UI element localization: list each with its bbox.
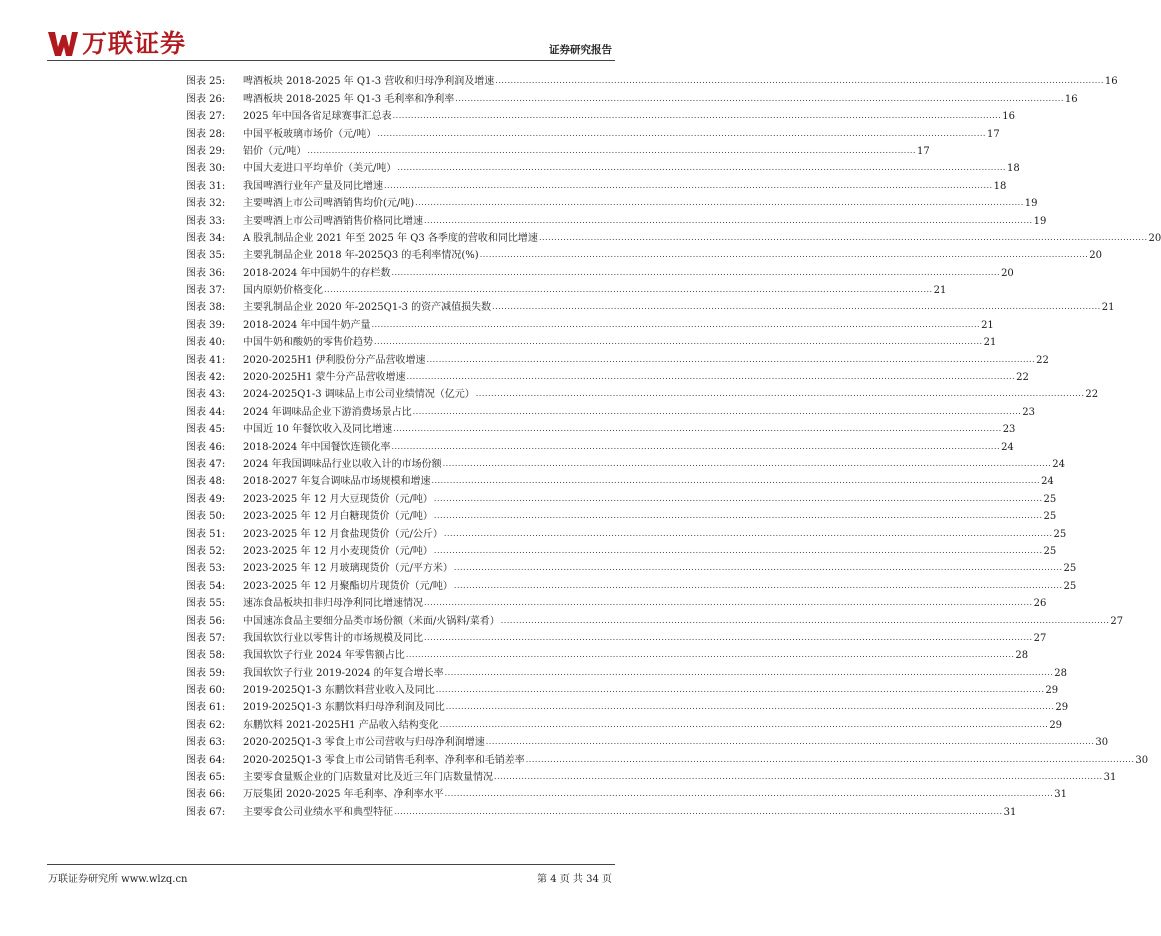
toc-entry-title: 2020-2025H1 蒙牛分产品营收增速 — [243, 372, 406, 384]
toc-entry-title: 2020-2025Q1-3 零食上市公司销售毛利率、净利率和毛销差率 — [243, 754, 525, 766]
toc-entry[interactable] — [186, 366, 1029, 384]
toc-entry[interactable] — [186, 87, 1078, 105]
toc-entry-page: 28 — [1054, 667, 1067, 679]
toc-entry[interactable] — [186, 174, 1007, 192]
toc-entry-title: 我国啤酒行业年产量及同比增速 — [243, 180, 383, 192]
toc-entry-title: 2019-2025Q1-3 东鹏饮料营业收入及同比 — [243, 685, 435, 697]
toc-entry[interactable] — [186, 627, 1047, 644]
toc-entry-page: 18 — [1006, 163, 1020, 175]
toc-entry-label: 图表 34: — [186, 232, 226, 244]
toc-dot-leader: ........................................................................................................................................................................................................ — [394, 806, 1003, 816]
toc-entry-label: 图表 47: — [186, 458, 226, 470]
toc-entry-page: 16 — [1064, 93, 1078, 105]
page-number: 第 4 页 共 34 页 — [537, 874, 612, 885]
toc-dot-leader: ........................................................................................................................................................................................................ — [500, 615, 1110, 625]
toc-dot-leader: ........................................................................................................................................................................................................ — [397, 163, 1006, 173]
toc-entry-page: 31 — [1054, 789, 1067, 801]
toc-entry-label: 图表 29: — [186, 145, 226, 157]
toc-entry[interactable] — [186, 418, 1016, 436]
toc-dot-leader: ........................................................................................................................................................................................................ — [444, 667, 1054, 677]
toc-entry-title: 2020-2025Q1-3 零食上市公司营收与归母净利润增速 — [243, 737, 485, 749]
toc-entry-label: 图表 53: — [186, 563, 226, 575]
toc-dot-leader: ........................................................................................................................................................................................................ — [445, 702, 1055, 712]
toc-entry-page: 18 — [993, 180, 1007, 192]
toc-entry[interactable] — [186, 505, 1057, 523]
toc-entry-page: 21 — [983, 337, 997, 349]
toc-entry[interactable] — [186, 592, 1047, 610]
toc-entry-page: 29 — [1049, 719, 1063, 731]
toc-dot-leader: ........................................................................................................................................................................................................ — [324, 285, 933, 295]
toc-dot-leader: ........................................................................................................................................................................................................ — [374, 337, 983, 347]
toc-entry-title: 主要零食公司业绩水平和典型特征 — [243, 806, 393, 818]
toc-dot-leader: ........................................................................................................................................................................................................ — [406, 372, 1016, 382]
toc-entry-page: 27 — [1110, 615, 1124, 627]
toc-entry-page: 25 — [1043, 493, 1057, 505]
toc-entry-label: 图表 38: — [186, 302, 226, 314]
toc-entry-page: 25 — [1043, 545, 1057, 557]
toc-entry[interactable] — [186, 557, 1077, 575]
toc-entry-page: 17 — [986, 128, 1000, 140]
toc-dot-leader: ........................................................................................................................................................................................................ — [479, 250, 1089, 260]
toc-entry-title: 东鹏饮料 2021-2025H1 产品收入结构变化 — [243, 719, 439, 731]
footer-source: 万联证券研究所 www.wlzq.cn — [48, 874, 188, 885]
toc-entry-page: 24 — [1001, 441, 1014, 453]
toc-entry-page: 19 — [1033, 215, 1047, 227]
toc-entry-label: 图表 44: — [186, 406, 226, 418]
toc-entry-title: 主要乳制品企业 2018 年-2025Q3 的毛利率情况(%) — [243, 250, 479, 262]
toc-entry[interactable] — [186, 209, 1047, 227]
toc-entry[interactable] — [186, 192, 1038, 210]
toc-entry-page: 25 — [1053, 528, 1067, 540]
toc-entry-page: 19 — [1024, 198, 1038, 210]
toc-entry-label: 图表 31: — [186, 180, 226, 192]
toc-entry-title: 主要啤酒上市公司啤酒销售均价(元/吨) — [243, 198, 415, 210]
toc-entry-page: 20 — [1148, 232, 1161, 244]
toc-entry-label: 图表 55: — [186, 598, 226, 610]
figure-list — [186, 70, 1161, 818]
toc-entry-page: 27 — [1033, 632, 1047, 644]
toc-entry-page: 24 — [1041, 476, 1054, 488]
toc-entry-title: 铝价（元/吨） — [243, 145, 307, 157]
toc-entry[interactable] — [186, 609, 1124, 627]
toc-entry-label: 图表 66: — [186, 789, 226, 801]
toc-entry-title: 2023-2025 年 12 月大豆现货价（元/吨） — [243, 493, 433, 505]
toc-entry-title: 2019-2025Q1-3 东鹏饮料归母净利润及同比 — [243, 702, 445, 714]
toc-entry-page: 30 — [1135, 754, 1149, 766]
toc-entry-title: 中国牛奶和酸奶的零售价趋势 — [243, 337, 373, 349]
toc-entry[interactable] — [186, 644, 1029, 662]
toc-entry-title: 中国大麦进口平均单价（美元/吨） — [243, 163, 397, 175]
toc-entry[interactable] — [186, 331, 997, 349]
toc-entry-title: 2024-2025Q1-3 调味品上市公司业绩情况（亿元） — [243, 389, 475, 401]
toc-entry-label: 图表 33: — [186, 215, 226, 227]
toc-entry-page: 23 — [1002, 424, 1016, 436]
toc-entry-page: 26 — [1033, 598, 1047, 610]
toc-entry-title: 中国速冻食品主要细分品类市场份额（米面/火锅料/菜肴） — [243, 615, 500, 627]
toc-entry-label: 图表 54: — [186, 580, 226, 592]
toc-entry-title: 啤酒板块 2018-2025 年 Q1-3 毛利率和净利率 — [243, 93, 455, 105]
toc-entry-page: 30 — [1095, 737, 1109, 749]
toc-entry-title: 中国平板玻璃市场价（元/吨） — [243, 128, 377, 140]
toc-entry-title: 2023-2025 年 12 月小麦现货价（元/吨） — [243, 545, 433, 557]
toc-entry-label: 图表 42: — [186, 372, 226, 384]
toc-entry-page: 25 — [1063, 580, 1077, 592]
toc-entry-page: 29 — [1045, 685, 1059, 697]
toc-entry[interactable] — [186, 696, 1069, 714]
toc-entry-title: 啤酒板块 2018-2025 年 Q1-3 营收和归母净利润及增速 — [243, 76, 495, 88]
toc-dot-leader: ........................................................................................................................................................................................................ — [391, 267, 1001, 277]
toc-entry[interactable] — [186, 522, 1067, 540]
toc-dot-leader: ........................................................................................................................................................................................................ — [412, 406, 1022, 416]
toc-entry-label: 图表 62: — [186, 719, 226, 731]
toc-entry-label: 图表 60: — [186, 685, 226, 697]
toc-entry[interactable] — [186, 313, 994, 331]
toc-entry[interactable] — [186, 296, 1115, 314]
toc-entry-label: 图表 37: — [186, 285, 226, 297]
toc-entry-label: 图表 35: — [186, 250, 226, 262]
toc-entry-label: 图表 59: — [186, 667, 226, 679]
toc-entry-title: 2018-2024 年中国牛奶产量 — [243, 319, 371, 331]
toc-dot-leader: ........................................................................................................................................................................................................ — [538, 232, 1148, 242]
toc-entry-title: 2018-2027 年复合调味品市场规模和增速 — [243, 476, 431, 488]
toc-entry-label: 图表 27: — [186, 111, 226, 123]
toc-entry-title: 2023-2025 年 12 月食盐现货价（元/公斤） — [243, 528, 443, 540]
toc-entry-label: 图表 56: — [186, 615, 226, 627]
toc-dot-leader: ........................................................................................................................................................................................................ — [424, 215, 1033, 225]
toc-dot-leader: ........................................................................................................................................................................................................ — [415, 198, 1024, 208]
toc-entry-page: 16 — [1002, 111, 1015, 123]
toc-dot-leader: ........................................................................................................................................................................................................ — [393, 424, 1002, 434]
toc-entry-label: 图表 67: — [186, 806, 226, 818]
toc-dot-leader: ........................................................................................................................................................................................................ — [433, 493, 1043, 503]
toc-entry-page: 23 — [1022, 406, 1035, 418]
toc-dot-leader: ........................................................................................................................................................................................................ — [439, 719, 1049, 729]
toc-entry[interactable] — [186, 244, 1103, 262]
toc-entry-label: 图表 40: — [186, 337, 226, 349]
toc-dot-leader: ........................................................................................................................................................................................................ — [485, 737, 1095, 747]
toc-entry[interactable] — [186, 122, 1000, 140]
toc-entry[interactable] — [186, 348, 1049, 366]
toc-dot-leader: ........................................................................................................................................................................................................ — [424, 632, 1033, 642]
toc-entry-label: 图表 48: — [186, 476, 226, 488]
toc-entry-title: 中国近 10 年餐饮收入及同比增速 — [243, 424, 393, 436]
toc-entry-label: 图表 45: — [186, 424, 226, 436]
brand-w-icon — [47, 29, 79, 59]
toc-entry-label: 图表 50: — [186, 511, 226, 523]
toc-entry-title: 我国软饮行业以零售计的市场规模及同比 — [243, 632, 423, 644]
toc-entry-title: 国内原奶价格变化 — [243, 285, 323, 297]
toc-dot-leader: ........................................................................................................................................................................................................ — [391, 441, 1001, 451]
toc-entry-label: 图表 43: — [186, 389, 226, 401]
toc-entry-title: 主要啤酒上市公司啤酒销售价格同比增速 — [243, 215, 423, 227]
toc-entry-label: 图表 61: — [186, 702, 226, 714]
toc-dot-leader: ........................................................................................................................................................................................................ — [444, 789, 1054, 799]
toc-entry-title: 万辰集团 2020-2025 年毛利率、净利率水平 — [243, 789, 444, 801]
toc-entry[interactable] — [186, 157, 1020, 175]
toc-dot-leader: ........................................................................................................................................................................................................ — [433, 511, 1043, 521]
toc-entry-title: 2023-2025 年 12 月聚酯切片现货价（元/吨） — [243, 580, 453, 592]
brand-name: 万联证券 — [82, 29, 187, 58]
toc-entry-label: 图表 57: — [186, 632, 226, 644]
toc-dot-leader: ........................................................................................................................................................................................................ — [453, 580, 1063, 590]
toc-dot-leader: ........................................................................................................................................................................................................ — [525, 754, 1135, 764]
toc-dot-leader: ........................................................................................................................................................................................................ — [453, 563, 1063, 573]
toc-entry[interactable] — [186, 783, 1067, 801]
toc-dot-leader: ........................................................................................................................................................................................................ — [433, 545, 1043, 555]
toc-dot-leader: ........................................................................................................................................................................................................ — [424, 598, 1033, 608]
toc-entry-label: 图表 64: — [186, 754, 226, 766]
toc-dot-leader: ........................................................................................................................................................................................................ — [431, 476, 1041, 486]
toc-entry[interactable] — [186, 140, 930, 157]
toc-dot-leader: ........................................................................................................................................................................................................ — [475, 389, 1085, 399]
toc-entry-page: 25 — [1043, 511, 1057, 523]
toc-entry-page: 29 — [1055, 702, 1069, 714]
toc-entry-page: 21 — [981, 319, 994, 331]
toc-entry[interactable] — [186, 487, 1057, 505]
toc-entry-label: 图表 51: — [186, 528, 226, 540]
toc-entry-title: A 股乳制品企业 2021 年至 2025 年 Q3 各季度的营收和同比增速 — [243, 232, 538, 244]
toc-entry-label: 图表 28: — [186, 128, 226, 140]
toc-entry-title: 我国软饮子行业 2019-2024 的年复合增长率 — [243, 667, 444, 679]
toc-entry-label: 图表 49: — [186, 493, 226, 505]
document-type-label: 证券研究报告 — [549, 44, 612, 56]
toc-entry[interactable] — [186, 540, 1057, 557]
page-header — [0, 0, 662, 60]
toc-entry-label: 图表 65: — [186, 772, 226, 784]
toc-entry-page: 20 — [1001, 267, 1014, 279]
toc-entry-page: 31 — [1003, 806, 1017, 818]
toc-entry-label: 图表 32: — [186, 198, 226, 210]
toc-dot-leader: ........................................................................................................................................................................................................ — [494, 772, 1103, 782]
toc-entry[interactable] — [186, 661, 1067, 679]
toc-entry-page: 22 — [1016, 372, 1029, 384]
toc-entry-label: 图表 25: — [186, 76, 226, 88]
toc-entry[interactable] — [186, 227, 1161, 244]
toc-entry-label: 图表 26: — [186, 93, 226, 105]
toc-entry[interactable] — [186, 766, 1117, 784]
toc-dot-leader: ........................................................................................................................................................................................................ — [443, 528, 1053, 538]
toc-dot-leader: ........................................................................................................................................................................................................ — [455, 93, 1064, 103]
toc-entry[interactable] — [186, 105, 1015, 123]
toc-entry-title: 我国软饮子行业 2024 年零售额占比 — [243, 650, 405, 662]
toc-entry-title: 2025 年中国各省足球赛事汇总表 — [243, 111, 392, 123]
toc-entry-title: 2023-2025 年 12 月玻璃现货价（元/平方米） — [243, 563, 453, 575]
toc-entry-title: 2018-2024 年中国奶牛的存栏数 — [243, 267, 391, 279]
toc-entry[interactable] — [186, 279, 947, 297]
toc-entry[interactable] — [186, 574, 1077, 592]
toc-dot-leader: ........................................................................................................................................................................................................ — [307, 145, 916, 155]
toc-entry-label: 图表 52: — [186, 545, 226, 557]
toc-dot-leader: ........................................................................................................................................................................................................ — [426, 354, 1036, 364]
toc-dot-leader: ........................................................................................................................................................................................................ — [435, 685, 1045, 695]
toc-entry[interactable] — [186, 383, 1099, 401]
toc-entry-title: 2018-2024 年中国餐饮连锁化率 — [243, 441, 391, 453]
toc-dot-leader: ........................................................................................................................................................................................................ — [384, 180, 993, 190]
toc-entry-label: 图表 46: — [186, 441, 226, 453]
toc-dot-leader: ........................................................................................................................................................................................................ — [442, 458, 1052, 468]
toc-entry[interactable] — [186, 400, 1035, 418]
toc-entry-page: 21 — [1101, 302, 1115, 314]
toc-entry-title: 主要零食量贩企业的门店数量对比及近三年门店数量情况 — [243, 772, 493, 784]
toc-entry-page: 24 — [1052, 458, 1065, 470]
toc-entry-title: 速冻食品板块扣非归母净利同比增速情况 — [243, 598, 423, 610]
toc-dot-leader: ........................................................................................................................................................................................................ — [392, 111, 1002, 121]
toc-entry-label: 图表 39: — [186, 319, 226, 331]
toc-entry-page: 20 — [1089, 250, 1103, 262]
toc-entry-page: 21 — [933, 285, 947, 297]
toc-entry-label: 图表 41: — [186, 354, 226, 366]
toc-entry-label: 图表 58: — [186, 650, 226, 662]
toc-entry[interactable] — [186, 800, 1017, 818]
header-divider — [47, 60, 615, 61]
toc-entry-page: 31 — [1103, 772, 1117, 784]
toc-entry-label: 图表 36: — [186, 267, 226, 279]
toc-entry[interactable] — [186, 731, 1109, 749]
toc-entry-page: 16 — [1104, 76, 1118, 88]
toc-entry[interactable] — [186, 713, 1063, 731]
toc-entry-title: 2024 年我国调味品行业以收入计的市场份额 — [243, 458, 442, 470]
toc-dot-leader: ........................................................................................................................................................................................................ — [371, 319, 981, 329]
toc-entry[interactable] — [186, 70, 1118, 88]
toc-entry-page: 22 — [1085, 389, 1099, 401]
toc-entry[interactable] — [186, 748, 1149, 766]
toc-entry[interactable] — [186, 453, 1065, 470]
toc-dot-leader: ........................................................................................................................................................................................................ — [495, 76, 1104, 86]
toc-dot-leader: ........................................................................................................................................................................................................ — [405, 650, 1015, 660]
toc-entry-page: 28 — [1015, 650, 1029, 662]
toc-entry-label: 图表 30: — [186, 163, 226, 175]
toc-dot-leader: ........................................................................................................................................................................................................ — [492, 302, 1101, 312]
toc-entry-label: 图表 63: — [186, 737, 226, 749]
toc-entry-title: 2020-2025H1 伊利股份分产品营收增速 — [243, 354, 426, 366]
toc-entry-title: 主要乳制品企业 2020 年-2025Q1-3 的资产减值损失数 — [243, 302, 492, 314]
toc-dot-leader: ........................................................................................................................................................................................................ — [377, 128, 986, 138]
toc-entry-page: 25 — [1063, 563, 1077, 575]
toc-entry[interactable] — [186, 435, 1014, 453]
toc-entry-title: 2023-2025 年 12 月白糖现货价（元/吨） — [243, 511, 433, 523]
footer-divider — [47, 864, 615, 865]
toc-entry-title: 2024 年调味品企业下游消费场景占比 — [243, 406, 412, 418]
toc-entry[interactable] — [186, 470, 1054, 488]
toc-entry[interactable] — [186, 261, 1014, 279]
toc-entry[interactable] — [186, 679, 1059, 697]
toc-entry-page: 22 — [1036, 354, 1049, 366]
toc-entry-page: 17 — [916, 145, 930, 157]
brand-logo — [47, 27, 186, 61]
